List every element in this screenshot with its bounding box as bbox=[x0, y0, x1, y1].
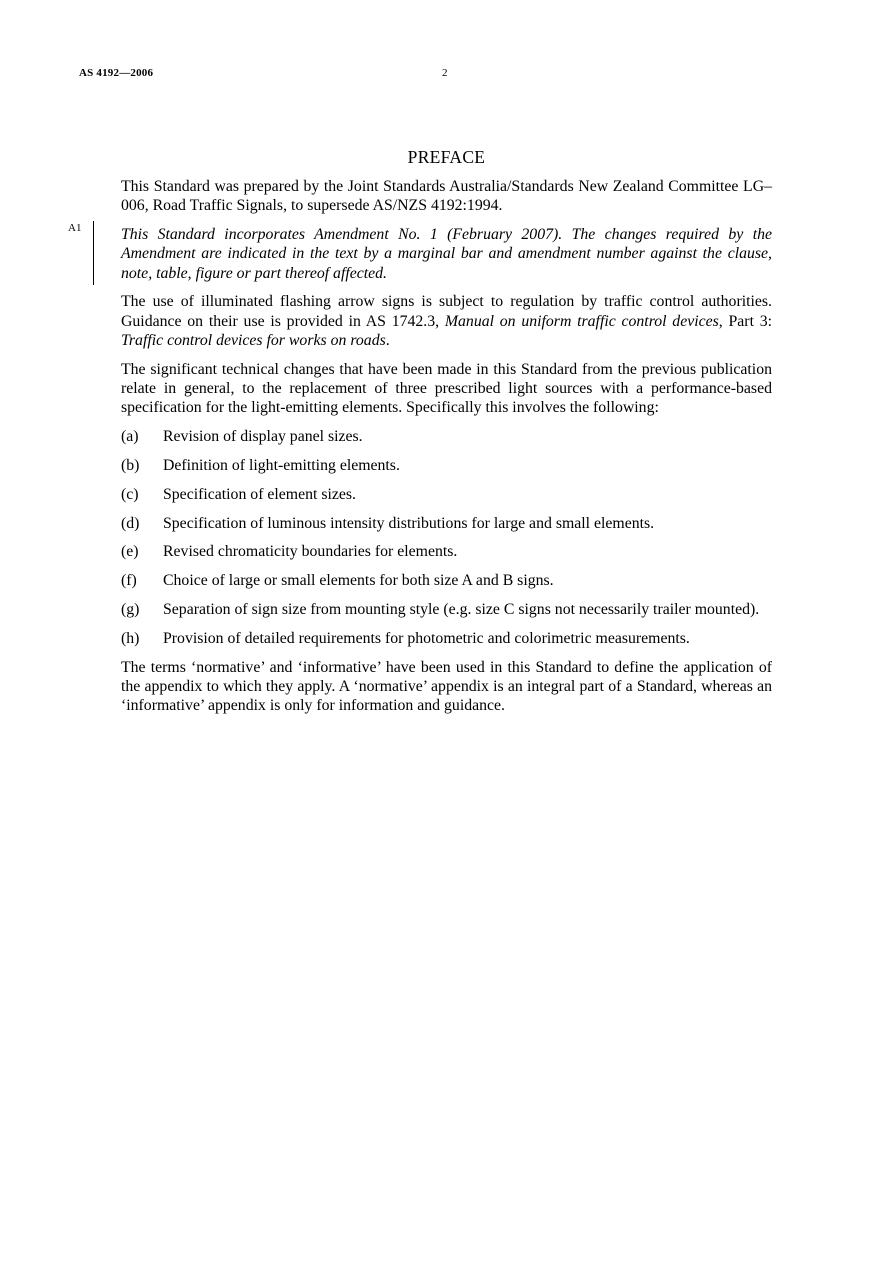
list-item-text: Provision of detailed requirements for photometric and colorimetric measurements. bbox=[163, 629, 690, 647]
page-number: 2 bbox=[442, 67, 448, 79]
list-item-text: Revision of display panel sizes. bbox=[163, 428, 363, 446]
amendment-marker: A1 bbox=[68, 222, 82, 234]
list-item bbox=[121, 542, 772, 561]
paragraph-regulation bbox=[121, 292, 772, 350]
list-item-text: Separation of sign size from mounting style (e.g. size C signs not necessarily trailer mounted). bbox=[163, 601, 760, 619]
list-item-label: (a) bbox=[121, 428, 139, 446]
list-item bbox=[121, 427, 772, 446]
list-item-text: Definition of light-emitting elements. bbox=[163, 457, 400, 475]
paragraph-technical-changes: The significant technical changes that have been made in this Standard from the previous publication relate in general, to the replacement of three prescribed light sources with a performance-based specification for the light-emitting elements. Specifically this involves the following: bbox=[121, 360, 772, 417]
paragraph-regulation-text: The use of illuminated flashing arrow signs is subject to regulation by traffic control authorities. Guidance on their use is provided in AS 1742.3, bbox=[121, 293, 772, 330]
preface-body bbox=[121, 177, 772, 725]
list-item bbox=[121, 600, 772, 619]
list-item bbox=[121, 571, 772, 590]
reference-title-manual: Manual on uniform traffic control devices bbox=[444, 312, 719, 330]
amendment-marginal-bar bbox=[93, 221, 94, 285]
list-item-label: (d) bbox=[121, 514, 140, 532]
list-item-label: (g) bbox=[121, 601, 140, 619]
reference-title-part3: Traffic control devices for works on roads bbox=[121, 332, 386, 350]
list-item-text: Choice of large or small elements for both size A and B signs. bbox=[163, 572, 554, 590]
list-item bbox=[121, 629, 772, 648]
list-item bbox=[121, 514, 772, 533]
list-item-label: (b) bbox=[121, 457, 140, 475]
document-id: AS 4192—2006 bbox=[79, 67, 154, 79]
list-item-label: (f) bbox=[121, 572, 137, 590]
list-item-label: (e) bbox=[121, 543, 139, 561]
list-item bbox=[121, 485, 772, 504]
list-item-text: Revised chromaticity boundaries for elements. bbox=[163, 543, 458, 561]
list-item-label: (c) bbox=[121, 485, 139, 503]
changes-list bbox=[121, 427, 772, 648]
paragraph-regulation-part: , Part 3: bbox=[718, 312, 773, 330]
page-title: PREFACE bbox=[407, 147, 486, 167]
paragraph-regulation-end: . bbox=[385, 332, 390, 350]
paragraph-committee: This Standard was prepared by the Joint Standards Australia/Standards New Zealand Committee LG–006, Road Traffic Signals, to supersede AS/NZS 4192:1994. bbox=[121, 178, 772, 215]
list-item-text: Specification of element sizes. bbox=[163, 485, 357, 503]
list-item-label: (h) bbox=[121, 629, 140, 647]
paragraph-amendment-note: This Standard incorporates Amendment No. 1 (February 2007). The changes required by the Amendment are indicated in the text by a marginal bar and amendment number against the clause, note, table, figure or part thereof affected. bbox=[121, 226, 772, 282]
paragraph-normative-informative: The terms ‘normative’ and ‘informative’ have been used in this Standard to define the application of the appendix to which they apply. A ‘normative’ appendix is an integral part of a Standard, whereas an ‘informative’ appendix is only for information and guidance. bbox=[121, 658, 772, 715]
list-item bbox=[121, 456, 772, 475]
list-item-text: Specification of luminous intensity distributions for large and small elements. bbox=[163, 514, 655, 532]
